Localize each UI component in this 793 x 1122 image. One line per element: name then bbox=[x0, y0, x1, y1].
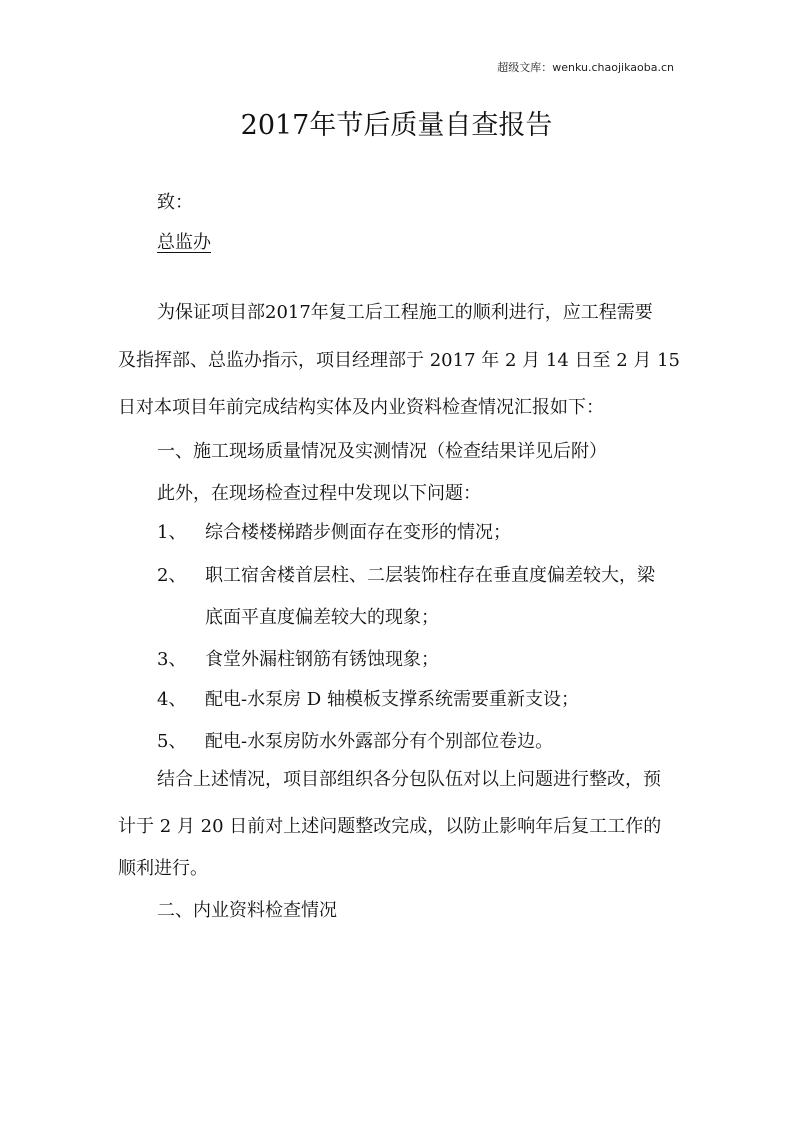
issue-number: 2、 bbox=[157, 565, 187, 586]
issue-text: 食堂外漏柱钢筋有锈蚀现象； bbox=[205, 649, 439, 670]
paragraph2-line: 计于 2 月 20 日前对上述问题整改完成，以防止影响年后复工工作的 bbox=[118, 816, 662, 837]
intro-text: 此外，在现场检查过程中发现以下问题： bbox=[157, 483, 481, 504]
salutation-recipient: 总监办 bbox=[157, 232, 211, 253]
issue-text: 配电-水泵房防水外露部分有个别部位卷边。 bbox=[205, 731, 554, 752]
issue-text: 综合楼楼梯踏步侧面存在变形的情况； bbox=[205, 522, 511, 543]
issue-number: 5、 bbox=[157, 731, 187, 752]
header-source: 超级文库：wenku.chaojikaoba.cn bbox=[497, 61, 674, 74]
issue-text: 职工宿舍楼首层柱、二层装饰柱存在垂直度偏差较大，梁 bbox=[205, 565, 655, 586]
paragraph2-line: 顺利进行。 bbox=[118, 858, 208, 879]
page-title: 2017年节后质量自查报告 bbox=[240, 110, 553, 141]
issue-number: 1、 bbox=[157, 522, 187, 543]
issue-text: 底面平直度偏差较大的现象； bbox=[205, 607, 439, 628]
issue-number: 3、 bbox=[157, 649, 187, 670]
paragraph1-line: 及指挥部、总监办指示，项目经理部于 2017 年 2 月 14 日至 2 月 15 bbox=[118, 350, 681, 371]
paragraph1-line: 日对本项目年前完成结构实体及内业资料检查情况汇报如下： bbox=[118, 397, 604, 418]
paragraph2-line: 结合上述情况，项目部组织各分包队伍对以上问题进行整改，预 bbox=[157, 769, 661, 790]
section-heading-1: 一、施工现场质量情况及实测情况（检查结果详见后附） bbox=[157, 441, 607, 462]
paragraph1-line: 为保证项目部2017年复工后工程施工的顺利进行，应工程需要 bbox=[157, 302, 653, 323]
issue-number: 4、 bbox=[157, 689, 187, 710]
issue-text: 配电-水泵房 D 轴模板支撑系统需要重新支设； bbox=[205, 689, 579, 710]
section-heading-2: 二、内业资料检查情况 bbox=[157, 900, 337, 921]
salutation-to: 致： bbox=[157, 192, 193, 213]
